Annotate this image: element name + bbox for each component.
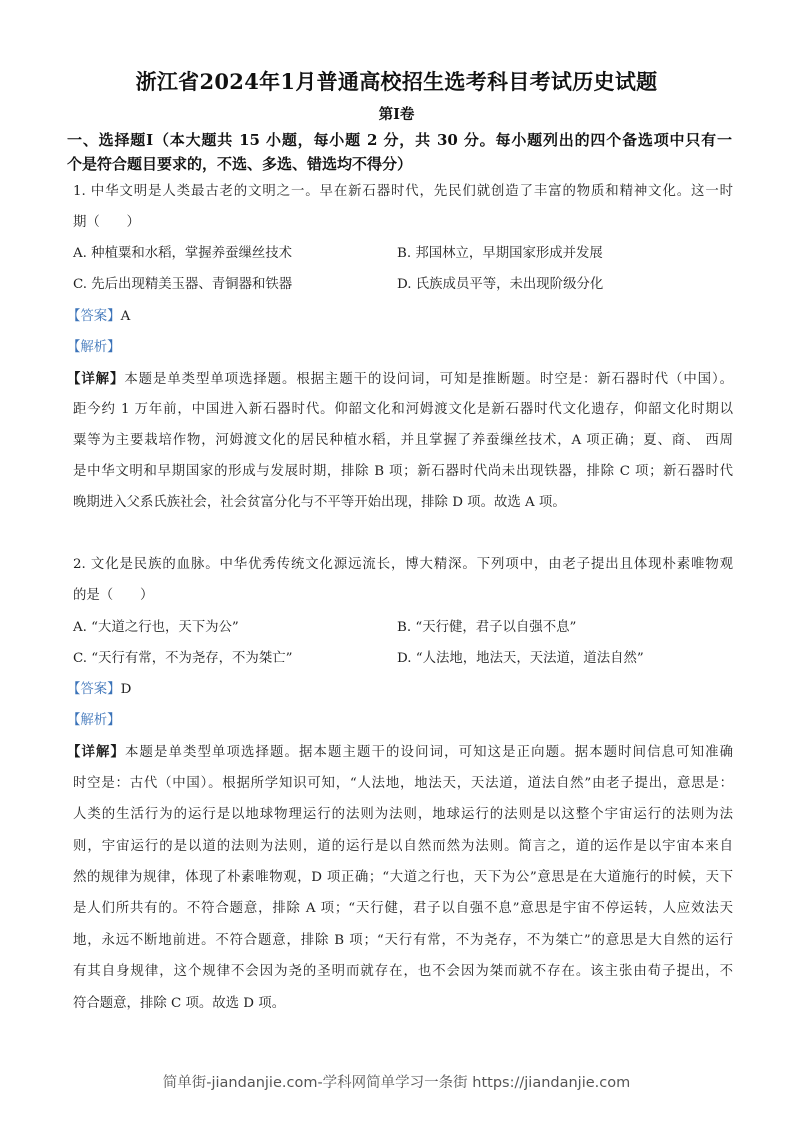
question-1-analysis-label: [67, 339, 727, 357]
question-1-option-d: D. 氏族成员平等，未出现阶级分化: [397, 277, 604, 292]
question-2-detail-line-6: 是人们所共有的。不符合题意，排除 A 项；“天行健，君子以自强不息”意思是宇宙不停运转，人应效法天: [73, 901, 733, 916]
document-title: 浙江省2024年1月普通高校招生选考科目考试历史试题: [135, 69, 658, 94]
question-1-detail-line-4: 是中华文明和早期国家的形成与发展时期，排除 B 项；新石器时代尚未出现铁器，排除 C 项；新石器时代: [73, 464, 733, 479]
question-2-analysis-label: [67, 712, 727, 730]
detail-text: 本题是单类型单项选择题。据本题主题干的设问词，可知这是正向题。据本题时间信息可知准确: [125, 745, 734, 760]
question-1-option-c: C. 先后出现精美玉器、青铜器和铁器: [73, 277, 293, 292]
answer-value: A: [120, 309, 131, 324]
question-2-stem-line-1: 2. 文化是民族的血脉。中华优秀传统文化源远流长，博大精深。下列项中，由老子提出且体现朴素唯物观: [73, 557, 733, 572]
detail-tag: 【详解】: [67, 371, 125, 387]
question-2-detail-line-5: 然的规律为规律，体现了朴素唯物观，D 项正确；“大道之行也，天下为公”意思是在大道施行的时候，天下: [73, 870, 733, 885]
section-heading-line-2: 个是符合题目要求的，不选、多选、错选均不得分）: [67, 155, 413, 173]
question-2-detail-line-9: 符合题意，排除 C 项。故选 D 项。: [73, 996, 286, 1011]
question-1-detail-line-1: [67, 370, 733, 389]
answer-tag: 【答案】: [67, 309, 121, 324]
detail-tag: 【详解】: [67, 744, 126, 760]
question-1-detail-line-5: 晚期进入父系氏族社会，社会贫富分化与不平等开始出现，排除 D 项。故选 A 项。: [73, 495, 566, 510]
volume-label: 第Ⅰ卷: [378, 106, 415, 123]
question-1-option-b: B. 邦国林立，早期国家形成并发展: [397, 246, 603, 261]
question-1-option-a: A. 种植粟和水稻，掌握养蚕缫丝技术: [73, 246, 293, 261]
question-2-detail-line-7: 地，永远不断地前进。不符合题意，排除 B 项；“天行有常，不为尧存，不为桀亡”的意思是大自然的运行: [73, 933, 733, 948]
question-1-stem-line-2: 期（ ）: [73, 215, 140, 230]
detail-text: 本题是单类型单项选择题。根据主题干的设问词，可知是推断题。时空是：新石器时代（中国）。: [124, 372, 734, 387]
analysis-tag: 【解析】: [67, 340, 121, 355]
question-2-detail-line-4: 则，宇宙运行的是以道的法则为法则，道的运行是以自然而然为法则。简言之，道的运作是以宇宙本来自: [73, 839, 733, 854]
question-2-option-d: D. “人法地，地法天，天法道，道法自然”: [397, 651, 644, 666]
question-2-stem-line-2: 的是（ ）: [73, 588, 154, 603]
question-1-detail-line-3: 粟等为主要栽培作物，河姆渡文化的居民种植水稻，并且掌握了养蚕缫丝技术，A 项正确；夏、商、 西周: [73, 433, 733, 448]
question-2-detail-line-1: [67, 743, 733, 762]
answer-value: D: [120, 682, 132, 697]
answer-tag: 【答案】: [67, 682, 121, 697]
question-2-option-c: C. “天行有常，不为尧存，不为桀亡”: [73, 651, 293, 666]
question-2-detail-line-8: 有其自身规律，这个规律不会因为尧的圣明而就存在，也不会因为桀而就不存在。该主张由荀子提出，不: [73, 964, 733, 979]
question-2-detail-line-2: 时空是：古代（中国）。根据所学知识可知，“人法地，地法天，天法道，道法自然”由老子提出，意思是：: [73, 776, 733, 791]
question-2-option-b: B. “天行健，君子以自强不息”: [397, 620, 577, 635]
section-heading-line-1: 一、选择题Ⅰ（本大题共 15 小题，每小题 2 分，共 30 分。每小题列出的四个备选项中只有一: [67, 131, 732, 149]
question-2-detail-line-3: 人类的生活行为的运行是以地球物理运行的法则为法则，地球运行的法则是以这整个宇宙运行的法则为法: [73, 807, 733, 822]
question-2-answer: [67, 681, 727, 699]
question-1-detail-line-2: 距今约 1 万年前，中国进入新石器时代。仰韶文化和河姆渡文化是新石器时代文化遗存，仰韶文化时期以: [73, 402, 733, 417]
analysis-tag: 【解析】: [67, 713, 121, 728]
question-2-option-a: A. “大道之行也，天下为公”: [73, 620, 239, 635]
question-1-answer: [67, 308, 727, 326]
question-1-stem-line-1: 1. 中华文明是人类最古老的文明之一。早在新石器时代，先民们就创造了丰富的物质和精神文化。这一时: [73, 184, 733, 199]
footer-watermark: 简单街-jiandanjie.com-学科网简单学习一条街 https://jiandanjie.com: [162, 1075, 631, 1091]
section-heading: [67, 128, 732, 176]
